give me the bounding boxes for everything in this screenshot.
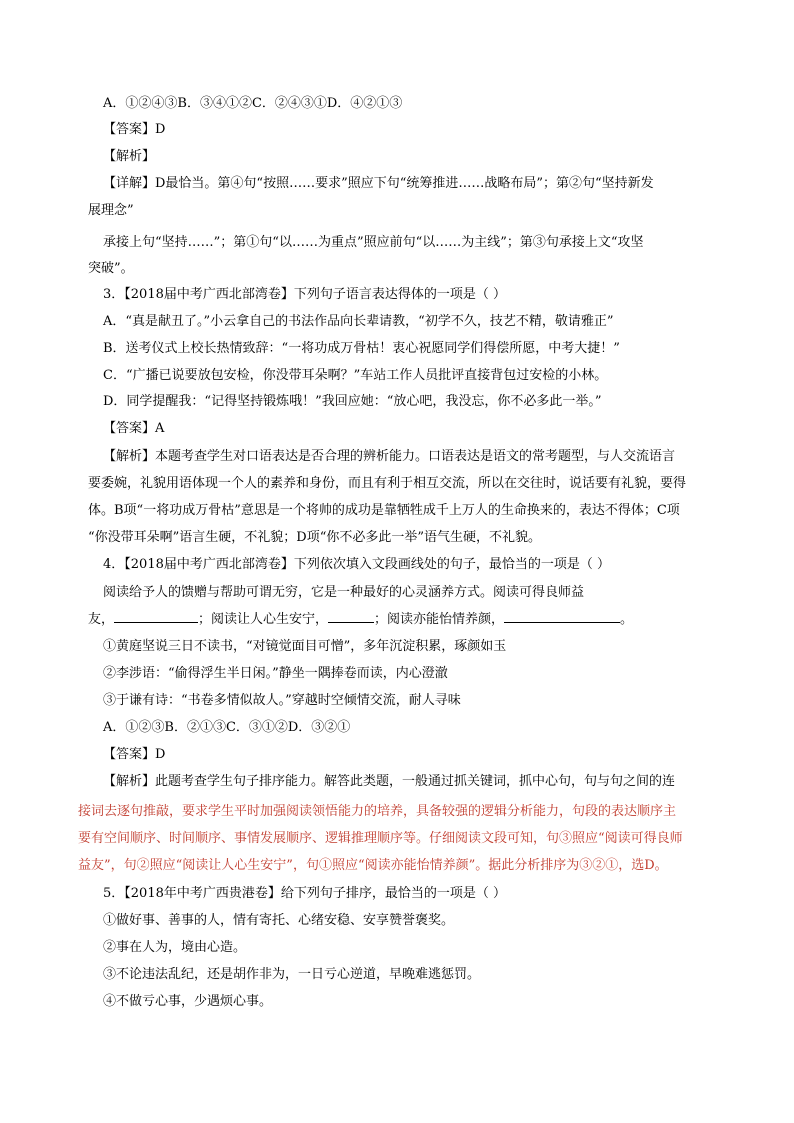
q3-answer: 【答案】A (103, 421, 165, 436)
q4-analysis-line-2: 接词去逐句推敲，要求学生平时加强阅读领悟能力的培养，具备较强的逻辑分析能力，句段的表达顺序主 (78, 804, 677, 819)
q5-item-4: ④不做亏心事，少遇烦心事。 (103, 994, 273, 1009)
q2-detail-line-4: 突破”。 (88, 261, 134, 276)
q4-item-1: ①黄庭坚说三日不读书，“对镜觉面目可憎”，多年沉淀积累，琢颜如玉 (103, 639, 507, 654)
q3-stem: 3．【2018届中考广西北部湾卷】下列句子语言表达得体的一项是（ ） (103, 287, 506, 302)
q4-passage-seg-c: ；阅读亦能怡情养颜， (374, 612, 505, 627)
fill-blank-2[interactable] (328, 609, 374, 623)
q5-item-1: ①做好事、善事的人，情有寄托、心绪安稳、安享赞誉褒奖。 (103, 913, 455, 928)
q2-detail-line-1: 【详解】D最恰当。第④句“按照……要求”照应下句“统筹推进……战略布局”；第②句“坚持新发 (103, 176, 654, 191)
q2-answer: 【答案】D (103, 122, 166, 137)
q4-passage-seg-b: ；阅读让人心生安宁， (198, 612, 329, 627)
q4-passage-seg-d: 。 (620, 612, 634, 627)
q5-item-2: ②事在人为，境由心造。 (103, 940, 247, 955)
q4-options: A．①②③B．②①③C．③①②D．③②① (103, 720, 351, 735)
q3-analysis-line-4: “你没带耳朵啊”语言生硬，不礼貌；D项“你不必多此一举”语气生硬，不礼貌。 (88, 530, 542, 545)
q2-detail-line-2: 展理念” (88, 203, 134, 218)
q3-analysis-line-3: 体。B项“一将功成万骨枯”意思是一个将帅的成功是靠牺牲成千上万人的生命换来的，表达不得体；C项 (88, 503, 680, 518)
q4-stem: 4．【2018届中考广西北部湾卷】下列依次填入文段画线处的句子，最恰当的一项是（ ） (103, 557, 610, 572)
q4-item-2: ②李涉语：“偷得浮生半日闲。”静坐一隅捧卷而读，内心澄澈 (103, 666, 448, 681)
q3-option-b: B．送考仪式上校长热情致辞：“一将功成万骨枯！衷心祝愿同学们得偿所愿，中考大捷！” (103, 341, 620, 356)
q3-analysis-line-2: 要委婉，礼貌用语体现一个人的素养和身份，而且有利于相互交流，所以在交往时，说话要有礼貌，要得 (88, 476, 687, 491)
fill-blank-3[interactable] (504, 609, 620, 623)
q2-analysis-heading: 【解析】 (103, 149, 156, 164)
q4-passage-line-1: 阅读给予人的馈赠与帮助可谓无穷，它是一种最好的心灵涵养方式。阅读可得良师益 (103, 585, 585, 600)
q3-option-c: C．“广播已说要放包安检，你没带耳朵啊？”车站工作人员批评直接背包过安检的小林。 (103, 368, 608, 383)
q3-option-a: A．“真是献丑了。”小云拿自己的书法作品向长辈请教，“初学不久，技艺不精，敬请雅正” (103, 314, 614, 329)
q5-item-3: ③不论违法乱纪，还是胡作非为，一日亏心逆道，早晚难逃惩罚。 (103, 967, 481, 982)
q3-option-d: D．同学提醒我：“记得坚持锻炼哦！”我回应她：“放心吧，我没忘，你不必多此一举。” (103, 394, 602, 409)
q4-item-3: ③于谦有诗：“书卷多情似故人。”穿越时空倾情交流，耐人寻味 (103, 693, 461, 708)
q4-answer: 【答案】D (103, 747, 166, 762)
q3-analysis-line-1: 【解析】本题考查学生对口语表达是否合理的辨析能力。口语表达是语文的常考题型，与人交流语言 (103, 449, 676, 464)
q4-analysis-line-3: 要有空间顺序、时间顺序、事情发展顺序、逻辑推理顺序等。仔细阅读文段可知，句③照应“阅读可得良师 (78, 831, 683, 846)
q4-analysis-line-1: 【解析】此题考查学生句子排序能力。解答此类题，一般通过抓关键词，抓中心句，句与句之间的连 (103, 774, 676, 789)
q4-passage-seg-a: 友， (88, 612, 115, 627)
q2-options: A．①②④③B．③④①②C．②④③①D．④②①③ (103, 96, 403, 111)
q2-detail-line-3: 承接上句“坚持……”；第①句“以……为重点”照应前句“以……为主线”；第③句承接上文“攻坚 (103, 235, 644, 250)
q5-stem: 5．【2018年中考广西贵港卷】给下列句子排序，最恰当的一项是（ ） (103, 886, 506, 901)
q4-analysis-line-4: 益友”，句②照应“阅读让人心生安宁”，句①照应“阅读亦能怡情养颜”。据此分析排序为③②①，选D。 (78, 858, 668, 873)
fill-blank-1[interactable] (114, 609, 198, 623)
q4-passage-line-2 (88, 609, 633, 630)
